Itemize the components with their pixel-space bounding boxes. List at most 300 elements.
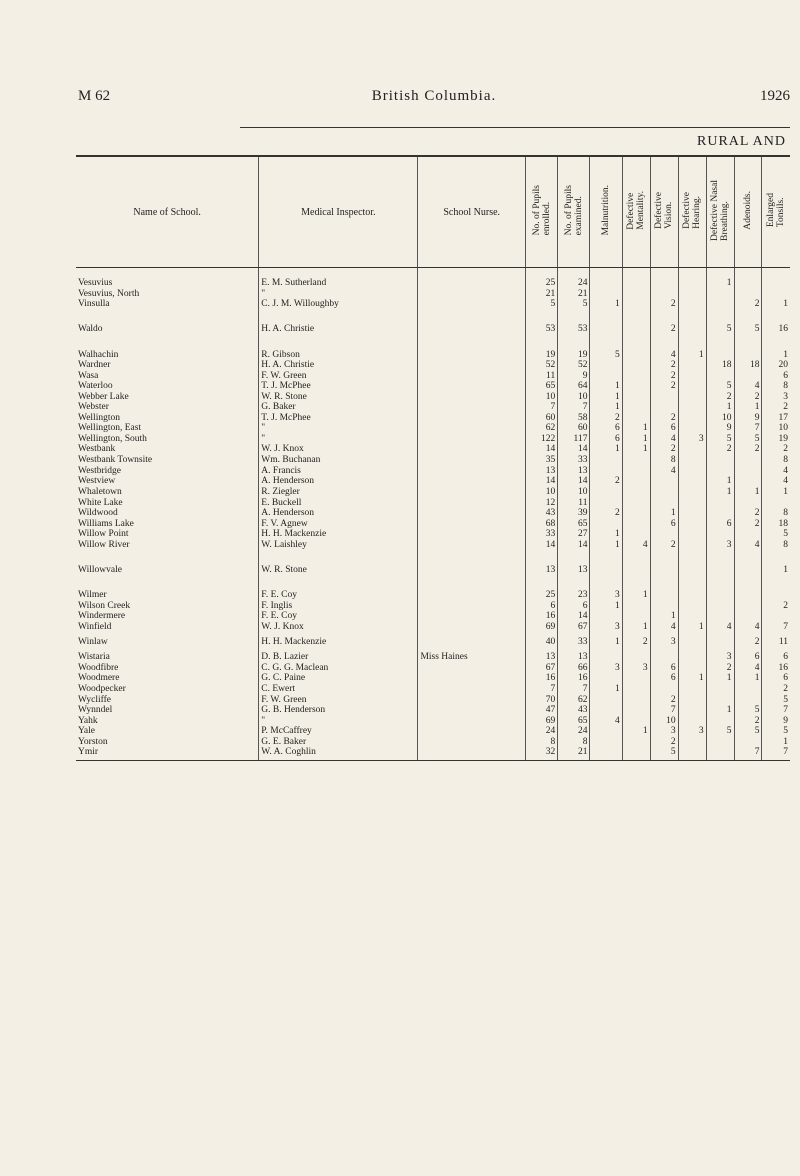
cell-hearing (678, 299, 706, 310)
cell-nurse (418, 392, 526, 403)
cell-nurse (418, 455, 526, 466)
cell-malnutrition: 1 (590, 601, 622, 612)
cell-nurse (418, 705, 526, 716)
cell-adenoids: 6 (734, 652, 762, 663)
cell-name: Williams Lake (78, 518, 134, 529)
cell-examined: 27 (558, 529, 590, 540)
cell-vision: 2 (650, 371, 678, 382)
cell-inspector: T. J. McPhee (259, 381, 418, 392)
cell-examined: 13 (558, 652, 590, 663)
cell-vision: 1 (650, 611, 678, 622)
cell-inspector: E. Buckell (259, 498, 418, 509)
cell-nurse (418, 695, 526, 706)
cell-mentality (622, 652, 650, 663)
cell-hearing: 1 (678, 673, 706, 684)
cell-mentality (622, 498, 650, 509)
cell-adenoids (734, 466, 762, 477)
table-row (76, 529, 790, 540)
cell-inspector: C. J. M. Willoughby (259, 299, 418, 310)
table-row (76, 747, 790, 760)
cell-examined: 7 (558, 684, 590, 695)
cell-enrolled: 67 (525, 663, 557, 674)
cell-name: Wasa (78, 370, 99, 381)
cell-inspector: F. Inglis (259, 601, 418, 612)
cell-name: Webber Lake (78, 391, 129, 402)
cell-adenoids: 5 (734, 310, 762, 350)
cell-nasal (706, 747, 734, 760)
cell-mentality (622, 289, 650, 300)
cell-nurse (418, 508, 526, 519)
cell-name: Ymir (76, 747, 259, 760)
cell-mentality (622, 360, 650, 371)
cell-tonsils: 7 (762, 705, 790, 716)
cell-enrolled: 69 (525, 622, 557, 633)
table-row (76, 455, 790, 466)
cell-name: Yahk (78, 715, 98, 726)
cell-inspector: E. M. Sutherland (259, 268, 418, 289)
cell-nasal: 2 (706, 444, 734, 455)
cell-nasal: 5 (706, 434, 734, 445)
table-row (76, 684, 790, 695)
cell-vision: 2 (650, 310, 678, 350)
cell-vision: 4 (650, 466, 678, 477)
cell-examined: 14 (558, 611, 590, 622)
cell-malnutrition (590, 726, 622, 737)
cell-nasal: 2 (706, 392, 734, 403)
cell-malnutrition: 1 (590, 529, 622, 540)
cell-nasal: 5 (706, 726, 734, 737)
cell-enrolled: 13 (525, 550, 557, 590)
cell-nurse (418, 299, 526, 310)
cell-tonsils: 2 (762, 402, 790, 413)
cell-malnutrition: 2 (590, 476, 622, 487)
cell-nasal: 10 (706, 413, 734, 424)
cell-examined: 24 (558, 268, 590, 289)
cell-enrolled: 10 (525, 487, 557, 498)
cell-name: Wilmer (78, 590, 107, 600)
cell-nasal: 9 (706, 423, 734, 434)
cell-adenoids: 1 (734, 673, 762, 684)
cell-enrolled: 24 (525, 726, 557, 737)
cell-examined: 14 (558, 540, 590, 551)
cell-vision: 2 (650, 737, 678, 748)
cell-tonsils: 2 (762, 601, 790, 612)
cell-malnutrition (590, 268, 622, 289)
cell-malnutrition: 5 (590, 350, 622, 361)
cell-malnutrition: 6 (590, 423, 622, 434)
cell-mentality (622, 550, 650, 590)
cell-vision (650, 550, 678, 590)
cell-hearing (678, 310, 706, 350)
cell-nasal (706, 455, 734, 466)
cell-enrolled: 5 (525, 299, 557, 310)
cell-enrolled: 14 (525, 444, 557, 455)
running-title: British Columbia. (371, 88, 497, 104)
cell-adenoids: 2 (734, 444, 762, 455)
cell-enrolled: 7 (525, 684, 557, 695)
cell-mentality (622, 455, 650, 466)
cell-nurse (418, 444, 526, 455)
cell-nasal: 3 (706, 540, 734, 551)
cell-tonsils: 6 (762, 673, 790, 684)
cell-hearing (678, 413, 706, 424)
cell-mentality (622, 519, 650, 530)
cell-inspector: A. Francis (259, 466, 418, 477)
cell-vision: 2 (650, 444, 678, 455)
cell-hearing (678, 455, 706, 466)
table-row (76, 590, 790, 601)
cell-nurse (418, 487, 526, 498)
cell-nasal (706, 289, 734, 300)
cell-tonsils: 1 (762, 350, 790, 361)
cell-nasal: 1 (706, 268, 734, 289)
cell-nasal (706, 550, 734, 590)
table-header-row (76, 156, 790, 268)
cell-malnutrition: 4 (590, 716, 622, 727)
cell-enrolled: 6 (525, 601, 557, 612)
cell-examined: 53 (558, 310, 590, 350)
cell-tonsils: 7 (762, 747, 790, 760)
cell-hearing (678, 466, 706, 477)
cell-vision: 6 (650, 663, 678, 674)
cell-name: Westbank (78, 444, 116, 454)
cell-mentality (622, 737, 650, 748)
table-row (76, 310, 790, 350)
cell-mentality (622, 350, 650, 361)
cell-vision (650, 590, 678, 601)
cell-adenoids (734, 684, 762, 695)
cell-tonsils: 1 (762, 487, 790, 498)
cell-enrolled: 16 (525, 673, 557, 684)
cell-name: Waldo (78, 324, 103, 335)
cell-malnutrition: 1 (590, 392, 622, 403)
cell-malnutrition: 1 (590, 540, 622, 551)
table-row (76, 392, 790, 403)
cell-tonsils: 10 (762, 423, 790, 434)
cell-tonsils: 7 (762, 622, 790, 633)
cell-hearing (678, 392, 706, 403)
cell-malnutrition (590, 371, 622, 382)
cell-examined: 33 (558, 455, 590, 466)
cell-mentality (622, 466, 650, 477)
cell-examined: 7 (558, 402, 590, 413)
cell-adenoids: 4 (734, 381, 762, 392)
cell-malnutrition (590, 466, 622, 477)
cell-inspector: " (259, 716, 418, 727)
cell-malnutrition (590, 705, 622, 716)
cell-mentality (622, 371, 650, 382)
cell-nurse (418, 402, 526, 413)
cell-tonsils: 20 (762, 360, 790, 371)
cell-examined: 5 (558, 299, 590, 310)
cell-nurse (418, 590, 526, 601)
cell-tonsils: 19 (762, 434, 790, 445)
cell-mentality: 1 (622, 726, 650, 737)
cell-tonsils: 6 (762, 652, 790, 663)
cell-malnutrition (590, 747, 622, 760)
cell-examined: 16 (558, 673, 590, 684)
cell-mentality (622, 611, 650, 622)
cell-adenoids: 5 (734, 434, 762, 445)
col-header-tonsils: Enlarged Tonsils. (762, 156, 790, 268)
cell-enrolled: 25 (525, 590, 557, 601)
cell-examined: 8 (558, 737, 590, 748)
cell-examined: 33 (558, 632, 590, 652)
cell-hearing (678, 663, 706, 674)
cell-nurse (418, 268, 526, 289)
cell-mentality (622, 705, 650, 716)
cell-examined: 10 (558, 487, 590, 498)
cell-hearing (678, 371, 706, 382)
cell-inspector: A. Henderson (259, 508, 418, 519)
cell-vision (650, 601, 678, 612)
table-row (76, 268, 790, 289)
cell-name: Willowvale (78, 564, 122, 575)
col-header-name: Name of School. (76, 156, 259, 268)
cell-vision (650, 392, 678, 403)
cell-name: Woodmere (78, 673, 120, 684)
cell-vision: 2 (650, 299, 678, 310)
cell-nasal (706, 611, 734, 622)
cell-adenoids (734, 550, 762, 590)
cell-malnutrition: 1 (590, 684, 622, 695)
cell-malnutrition: 1 (590, 444, 622, 455)
cell-mentality: 4 (622, 540, 650, 551)
cell-malnutrition (590, 611, 622, 622)
cell-malnutrition (590, 289, 622, 300)
header-rule (240, 127, 790, 128)
cell-nasal: 5 (706, 381, 734, 392)
cell-hearing (678, 498, 706, 509)
cell-nurse: Miss Haines (418, 652, 526, 663)
cell-nasal (706, 632, 734, 652)
table-row (76, 611, 790, 622)
cell-hearing (678, 423, 706, 434)
cell-enrolled: 14 (525, 540, 557, 551)
cell-inspector: H. A. Christie (259, 310, 418, 350)
cell-vision (650, 529, 678, 540)
cell-nasal: 1 (706, 673, 734, 684)
table-row (76, 299, 790, 310)
cell-adenoids (734, 695, 762, 706)
cell-nurse (418, 747, 526, 760)
cell-enrolled: 13 (525, 652, 557, 663)
cell-vision: 3 (650, 726, 678, 737)
cell-vision (650, 487, 678, 498)
cell-tonsils (762, 268, 790, 289)
cell-vision (650, 684, 678, 695)
cell-enrolled: 21 (525, 289, 557, 300)
cell-adenoids (734, 498, 762, 509)
cell-inspector: F. W. Green (259, 371, 418, 382)
table-row (76, 444, 790, 455)
cell-examined: 65 (558, 519, 590, 530)
cell-mentality (622, 268, 650, 289)
cell-enrolled: 62 (525, 423, 557, 434)
cell-malnutrition (590, 360, 622, 371)
cell-examined: 13 (558, 466, 590, 477)
cell-hearing (678, 268, 706, 289)
cell-nasal (706, 684, 734, 695)
cell-malnutrition (590, 737, 622, 748)
cell-examined: 62 (558, 695, 590, 706)
table-row (76, 487, 790, 498)
cell-examined: 43 (558, 705, 590, 716)
cell-inspector: F. V. Agnew (259, 519, 418, 530)
cell-tonsils (762, 289, 790, 300)
cell-name: Westview (78, 476, 116, 487)
cell-inspector: G. C. Paine (259, 673, 418, 684)
cell-examined: 65 (558, 716, 590, 727)
cell-malnutrition (590, 652, 622, 663)
cell-adenoids (734, 371, 762, 382)
table-row (76, 402, 790, 413)
cell-name: Wynndel (78, 705, 113, 715)
table-row (76, 498, 790, 509)
col-header-inspector: Medical Inspector. (259, 156, 418, 268)
cell-inspector: C. Ewert (259, 684, 418, 695)
cell-tonsils (762, 590, 790, 601)
cell-nasal: 1 (706, 705, 734, 716)
cell-nurse (418, 632, 526, 652)
cell-nasal: 5 (706, 310, 734, 350)
cell-name: Wildwood (78, 508, 118, 518)
cell-vision (650, 476, 678, 487)
cell-name: Wardner (78, 360, 111, 370)
cell-vision: 4 (650, 434, 678, 445)
cell-mentality: 1 (622, 444, 650, 455)
cell-examined: 23 (558, 590, 590, 601)
cell-inspector: W. Laishley (259, 540, 418, 551)
cell-examined: 21 (558, 289, 590, 300)
cell-hearing: 1 (678, 622, 706, 633)
cell-adenoids (734, 590, 762, 601)
cell-mentality (622, 487, 650, 498)
table-row (76, 737, 790, 748)
cell-nurse (418, 466, 526, 477)
col-header-examined: No. of Pupils examined. (558, 156, 590, 268)
table-row (76, 632, 790, 652)
cell-nurse (418, 519, 526, 530)
cell-malnutrition (590, 455, 622, 466)
table-row (76, 466, 790, 477)
cell-name: Wistaria (78, 652, 110, 662)
cell-mentality (622, 476, 650, 487)
cell-name: Wellington (78, 412, 120, 423)
table-row (76, 652, 790, 663)
cell-examined: 64 (558, 381, 590, 392)
cell-inspector: H. A. Christie (259, 360, 418, 371)
cell-inspector: G. Baker (259, 402, 418, 413)
cell-hearing (678, 716, 706, 727)
cell-adenoids (734, 476, 762, 487)
cell-nurse (418, 350, 526, 361)
cell-adenoids: 2 (734, 508, 762, 519)
cell-hearing (678, 705, 706, 716)
cell-name: Yale (78, 726, 95, 736)
cell-tonsils: 3 (762, 392, 790, 403)
cell-tonsils: 8 (762, 508, 790, 519)
cell-mentality: 1 (622, 423, 650, 434)
cell-hearing (678, 529, 706, 540)
cell-inspector: P. McCaffrey (259, 726, 418, 737)
cell-inspector: T. J. McPhee (259, 413, 418, 424)
cell-name: Windermere (78, 611, 126, 621)
col-header-hearing: Defective Hearing. (678, 156, 706, 268)
cell-inspector: A. Henderson (259, 476, 418, 487)
cell-enrolled: 47 (525, 705, 557, 716)
cell-nurse (418, 737, 526, 748)
cell-mentality: 1 (622, 590, 650, 601)
cell-hearing (678, 540, 706, 551)
table-row (76, 601, 790, 612)
cell-enrolled: 69 (525, 716, 557, 727)
cell-adenoids: 5 (734, 705, 762, 716)
cell-nasal (706, 508, 734, 519)
cell-tonsils: 5 (762, 726, 790, 737)
cell-adenoids: 4 (734, 663, 762, 674)
cell-malnutrition: 3 (590, 622, 622, 633)
cell-nasal: 2 (706, 663, 734, 674)
cell-nasal: 4 (706, 622, 734, 633)
cell-adenoids: 2 (734, 299, 762, 310)
table-row (76, 716, 790, 727)
cell-hearing (678, 747, 706, 760)
cell-name: Woodpecker (78, 684, 126, 694)
cell-hearing (678, 632, 706, 652)
cell-hearing (678, 737, 706, 748)
cell-vision: 4 (650, 350, 678, 361)
cell-adenoids (734, 455, 762, 466)
cell-enrolled: 7 (525, 402, 557, 413)
page-number: M 62 (78, 88, 111, 104)
cell-name: Westbank Townsite (78, 454, 153, 465)
table-row (76, 695, 790, 706)
cell-nasal (706, 716, 734, 727)
cell-inspector: " (259, 423, 418, 434)
cell-vision: 8 (650, 455, 678, 466)
cell-mentality (622, 601, 650, 612)
cell-nasal (706, 350, 734, 361)
cell-nasal: 1 (706, 402, 734, 413)
cell-nurse (418, 550, 526, 590)
cell-hearing (678, 684, 706, 695)
table-row (76, 508, 790, 519)
table-row (76, 519, 790, 530)
cell-name: Vesuvius (78, 278, 113, 288)
cell-malnutrition (590, 550, 622, 590)
cell-malnutrition: 1 (590, 299, 622, 310)
cell-mentality (622, 684, 650, 695)
cell-vision: 1 (650, 508, 678, 519)
cell-nasal: 18 (706, 360, 734, 371)
cell-mentality (622, 695, 650, 706)
cell-adenoids (734, 601, 762, 612)
cell-hearing (678, 611, 706, 622)
table-row (76, 360, 790, 371)
cell-vision (650, 652, 678, 663)
page-header (78, 88, 790, 108)
cell-hearing (678, 476, 706, 487)
table-row (76, 705, 790, 716)
cell-enrolled: 25 (525, 268, 557, 289)
cell-nasal (706, 601, 734, 612)
table-row (76, 663, 790, 674)
cell-malnutrition: 1 (590, 632, 622, 652)
table-row (76, 413, 790, 424)
cell-enrolled: 52 (525, 360, 557, 371)
cell-nurse (418, 663, 526, 674)
